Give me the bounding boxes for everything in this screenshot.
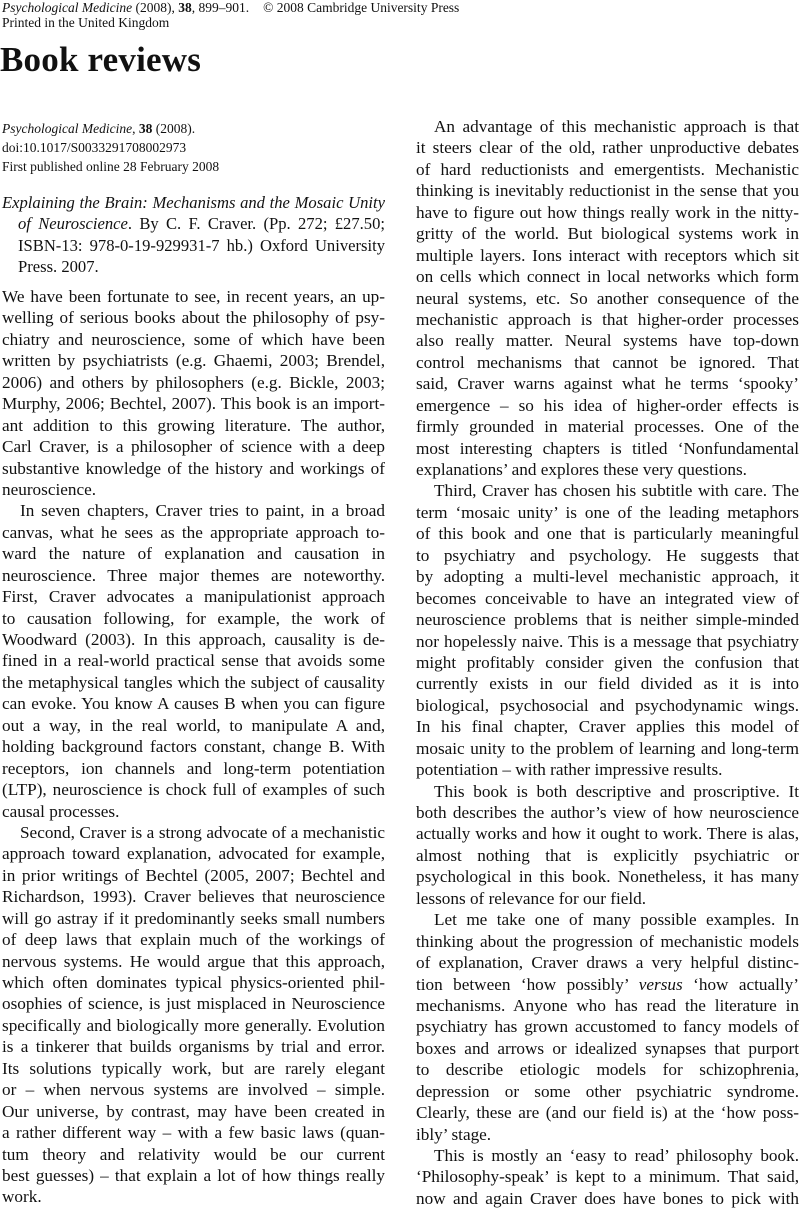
text-line: chiatry and neuroscience, some of which have been [2,329,385,349]
text-line: mosaic unity to the problem of learning and long-term [416,738,799,758]
text-line: thinking is inevitably reductionist in the sense that you [416,181,799,201]
text-line: emergence – so his idea of higher-order effects is [416,395,799,415]
text-line: Second, Craver is a strong advocate of a mechanistic [20,822,385,842]
review-volume: 38 [138,121,153,136]
text-line: In his final chapter, Craver applies this model of [416,717,799,737]
text-line: the metaphysical tangles which the subject of causality [2,672,385,692]
text-line: to describe etiologic models for schizophrenia, [416,1060,799,1080]
text-line: of this book and one that is particularly meaningful [416,524,799,544]
text-line: have to figure out how things really work in the nitty- [416,202,799,222]
text-line: of deep laws that explain much of the workings of [2,930,385,950]
text-line: by adopting a multi-level mechanistic approach, it [416,567,799,587]
citation-line [2,192,385,213]
text-line: neuroscience problems that is neither simple-minded [416,610,799,630]
separator: , [132,121,139,136]
paragraph [416,116,799,480]
text-line: currently exists in our field divided as it is into [416,674,799,694]
text-line: Let me take one of many possible examples. In [434,910,799,930]
text-line: We have been fortunate to see, in recent years, an up- [2,287,385,306]
citation-line: ISBN-13: 978-0-19-929931-7 hb.) Oxford University [18,235,385,255]
paragraph [2,822,385,1208]
text-line: to psychiatry and psychology. He suggests that [416,545,799,565]
text-line: ant addition to this growing literature. The author, [2,415,385,435]
text-line: This is mostly an ‘easy to read’ philosophy book. [434,1146,799,1165]
text-line: Murphy, 2006; Bechtel, 2007). This book is an import- [2,394,385,414]
paragraph [416,909,799,1145]
text-line: tion between ‘how possibly’ versus ‘how actually’ [416,974,799,994]
text-line: mechanistic approach is that higher-order processes [416,309,799,329]
review-year: (2008). [152,121,196,136]
text-line: neuroscience. [2,479,97,499]
text-line: (LTP), neuroscience is chock full of examples of such [2,780,385,800]
text-line: welling of serious books about the philosophy of psy- [2,308,385,328]
text-line: An advantage of this mechanistic approach is that [434,117,799,136]
text-line: This book is both descriptive and proscriptive. It [434,781,799,801]
text-line: boxes and arrows or idealized synapses that purport [416,1038,799,1058]
text-line: In seven chapters, Craver tries to paint, in a broad [20,501,385,521]
text-line: control mechanisms that cannot be ignored. That [416,352,799,372]
text-line: receptors, ion channels and long-term potentiation [2,758,385,778]
text-line: multiple layers. Ions interact with receptors which sit [416,245,799,265]
book-citation [2,192,385,278]
book-title: Explaining the Brain: Mechanisms and the Mosaic Unity [2,193,385,212]
citation-pages: , 899–901. [191,0,250,15]
text-line: nor hopelessly naive. This is a message that psychiatry [416,631,799,651]
text-line: causal processes. [2,801,120,821]
text-line: best guesses) – that explain a lot of how things really [2,1165,385,1185]
text-line: is a tinkerer that builds organisms by trial and error. [2,1037,385,1057]
citation-line [2,213,385,234]
journal-name: Psychological Medicine [2,0,133,15]
text-line: of hard reductionists and emergentists. Mechanistic [416,159,799,179]
text-line: mechanisms. Anyone who has read the literature in [416,995,799,1015]
text-line: out a way, in the real world, to manipulate A and, [2,715,385,735]
text-line: approach toward explanation, advocated for example, [2,844,385,864]
text-line: which often dominates typical physics-oriented phil- [2,973,385,992]
paragraph [416,480,799,780]
paragraph [2,500,385,822]
text-line: canvas, what he sees as the appropriate approach to- [2,522,385,542]
text-line: specifically and biologically more generally. Evolution [2,1015,385,1035]
text-line: said, Craver warns against what he terms ‘spooky’ [416,374,799,394]
text-line: explanations’ and explores these very questions. [416,460,747,479]
text-line: will go astray if it predominantly seeks small numbers [2,908,385,928]
text-line: neuroscience. Three major themes are noteworthy. [2,565,385,585]
text-line: term ‘mosaic unity’ is one of the leading metaphors [416,502,799,522]
text-line: ‘Philosophy-speak’ is kept to a minimum. That said, [416,1167,799,1187]
citation-volume: 38 [178,0,192,15]
text-line: nervous systems. He would argue that this approach, [2,951,385,971]
text-line: thinking about the progression of mechanistic models [416,931,799,951]
left-column [2,286,385,1208]
text-line: Richardson, 1993). Craver believes that neuroscience [2,887,385,907]
text-line: firmly grounded in material processes. One of the [416,417,799,437]
text-line: of explanation, Craver draws a very helpful distinc- [416,953,799,973]
text-line: almost nothing that is explicitly psychiatric or [416,845,799,865]
text-line: most interesting chapters is titled ‘Nonfundamental [416,438,799,458]
text-line: work. [2,1187,42,1207]
text-line: actually works and how it ought to work. There is alas, [416,824,799,844]
text-line: neural systems, etc. So another consequence of the [416,288,799,308]
paragraph [416,781,799,910]
text-line: on cells which connect in local networks which form [416,267,799,287]
text-line: might profitably consider given the confusion that [416,652,799,672]
text-line: fined in a real-world practical sense that avoids some [2,651,385,671]
text-line: Clearly, these are (and our field is) at the ‘how poss- [416,1103,799,1123]
text-line: written by psychiatrists (e.g. Ghaemi, 2003; Brendel, [2,351,385,371]
text-line: Our universe, by contrast, may have been created in [2,1101,385,1121]
text-line: can evoke. You know A causes B when you can figure [2,694,385,714]
paragraph [2,286,385,500]
review-journal-line [2,120,195,138]
doi-link[interactable]: doi:10.1017/S0033291708002973 [2,140,187,155]
review-journal-name: Psychological Medicine [2,121,133,136]
text-line: substantive knowledge of the history and workings of [2,458,385,478]
text-line: Third, Craver has chosen his subtitle with care. The [434,481,799,501]
text-line: potentiation – with rather impressive results. [416,760,723,780]
text-line: psychiatry has grown accustomed to fancy models of [416,1017,799,1037]
text-line: biological, psychosocial and psychodynamic wings. [416,695,799,715]
text-line: now and again Craver does have bones to pick with [416,1188,799,1208]
text-line: to causation following, for example, the work of [2,608,385,628]
text-line: tum theory and relativity would be our current [2,1144,385,1164]
text-line: Carl Craver, is a philosopher of science with a deep [2,437,385,457]
text-line: or – when nervous systems are involved – simple. [2,1080,385,1100]
text-line: ward the nature of explanation and causation in [2,544,385,564]
text-line: Woodward (2003). In this approach, causality is de- [2,630,385,649]
text-line: depression or some other psychiatric syndrome. [416,1081,799,1101]
published-date: First published online 28 February 2008 [2,159,220,174]
text-line: osophies of science, is just misplaced in Neuroscience [2,994,385,1014]
page-title: Book reviews [0,40,202,79]
citation-year: (2008), [132,0,179,15]
text-line: holding background factors constant, change B. With [2,737,385,757]
text-line: in prior writings of Bechtel (2005, 2007; Bechtel and [2,865,385,885]
text-line: Its solutions typically work, but are rarely elegant [2,1058,385,1078]
text-line: gritty of the world. But biological systems work in [416,224,799,244]
text-line: lessons of relevance for our field. [416,888,647,908]
text-line: it steers clear of the old, rather unproductive debates [416,138,799,158]
running-header-citation [2,0,459,16]
book-author-price: . By C. F. Craver. (Pp. 272; £27.50; [127,214,386,234]
book-subtitle: of Neuroscience [18,214,128,234]
citation-line: Press. 2007. [18,257,99,277]
emphasis: versus [638,974,683,994]
paragraph [416,1145,799,1209]
text-line: also really matter. Neural systems have top-down [416,331,799,351]
text-line: psychological in this book. Nonetheless, it has many [416,867,799,887]
printed-notice: Printed in the United Kingdom [2,15,170,30]
text-line: First, Craver advocates a manipulationist approach [2,587,385,607]
text-line: 2006) and others by philosophers (e.g. Bickle, 2003; [2,372,385,392]
right-column [416,116,799,1209]
text-line: becomes conceivable to have an integrated view of [416,588,799,608]
text-line: ibly’ stage. [416,1124,492,1144]
copyright-notice: © 2008 Cambridge University Press [263,0,460,15]
text-line: a rather different way – with a few basic laws (quan- [2,1123,385,1143]
text-line: both describes the author’s view of how neuroscience [416,803,799,822]
